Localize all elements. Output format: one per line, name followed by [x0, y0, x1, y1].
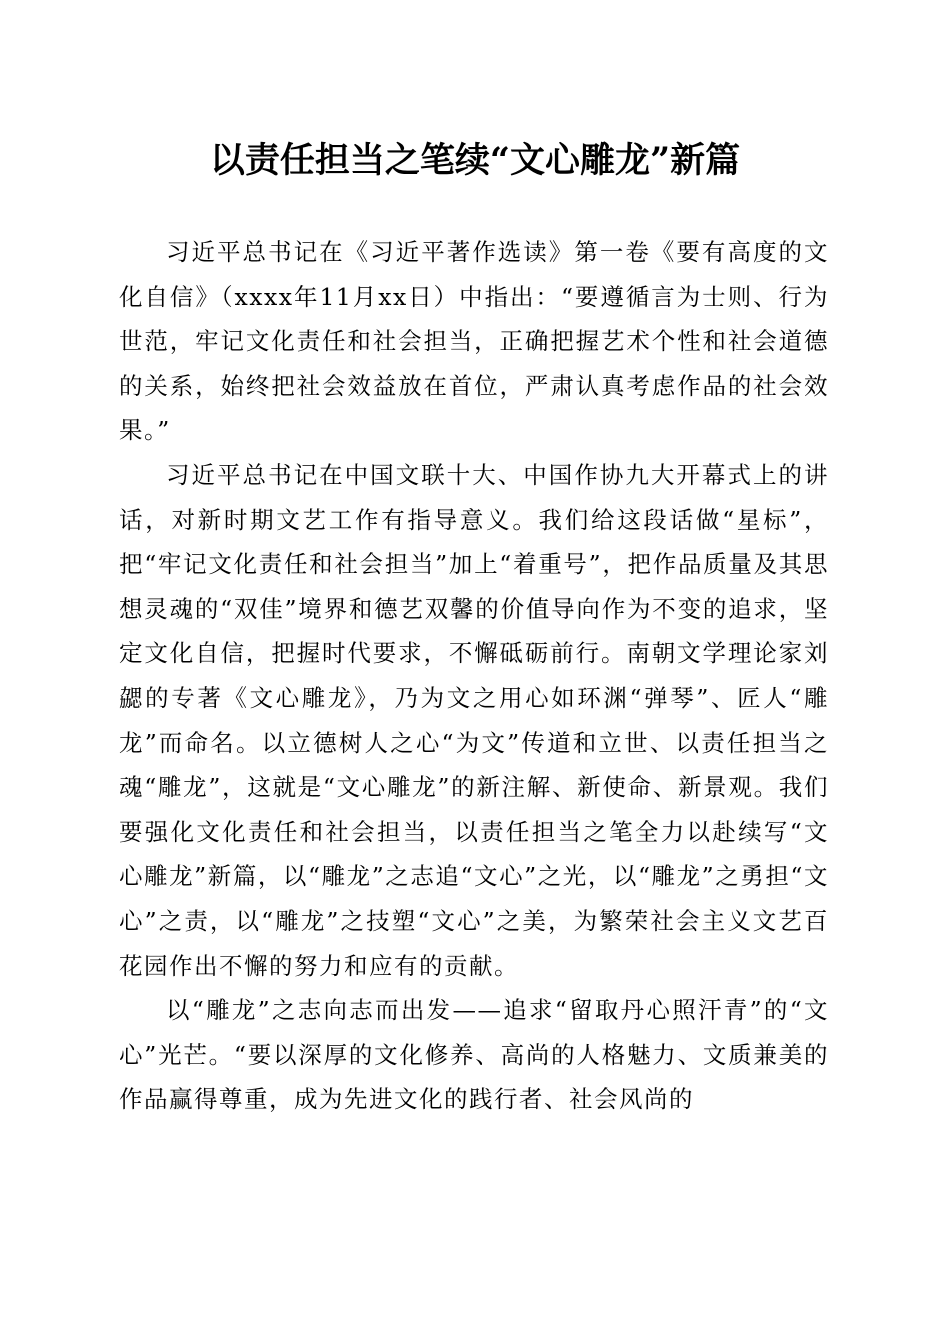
- paragraph-3: 以“雕龙”之志向志而出发——追求“留取丹心照汗青”的“文心”光芒。“要以深厚的文化修养、高尚的人格魅力、文质兼美的作品赢得尊重，成为先进文化的践行者、社会风尚的: [119, 996, 829, 1114]
- document-body: [119, 230, 829, 1122]
- document-title: 以责任担当之笔续“文心雕龙”新篇: [209, 140, 741, 181]
- paragraph-2: 习近平总书记在中国文联十大、中国作协九大开幕式上的讲话，对新时期文艺工作有指导意义。我们给这段话做“星标”，把“牢记文化责任和社会担当”加上“着重号”，把作品质量及其思想灵魂的“双佳”境界和德艺双馨的价值导向作为不变的追求，坚定文化自信，把握时代要求，不懈砥砺前行。南朝文学理论家刘勰的专著《文心雕龙》，乃为文之用心如环渊“弹琴”、匠人“雕龙”而命名。以立德树人之心“为文”传道和立世、以责任担当之魂“雕龙”，这就是“文心雕龙”的新注解、新使命、新景观。我们要强化文化责任和社会担当，以责任担当之笔全力以赴续写“文心雕龙”新篇，以“雕龙”之志追“文心”之光，以“雕龙”之勇担“文心”之责，以“雕龙”之技塑“文心”之美，为繁荣社会主义文艺百花园作出不懈的努力和应有的贡献。: [119, 460, 829, 980]
- paragraph-1: 习近平总书记在《习近平著作选读》第一卷《要有高度的文化自信》（xxxx年11月xx日）中指出：“要遵循言为士则、行为世范，牢记文化责任和社会担当，正确把握艺术个性和社会道德的关系，始终把社会效益放在首位，严肃认真考虑作品的社会效果。”: [119, 238, 829, 445]
